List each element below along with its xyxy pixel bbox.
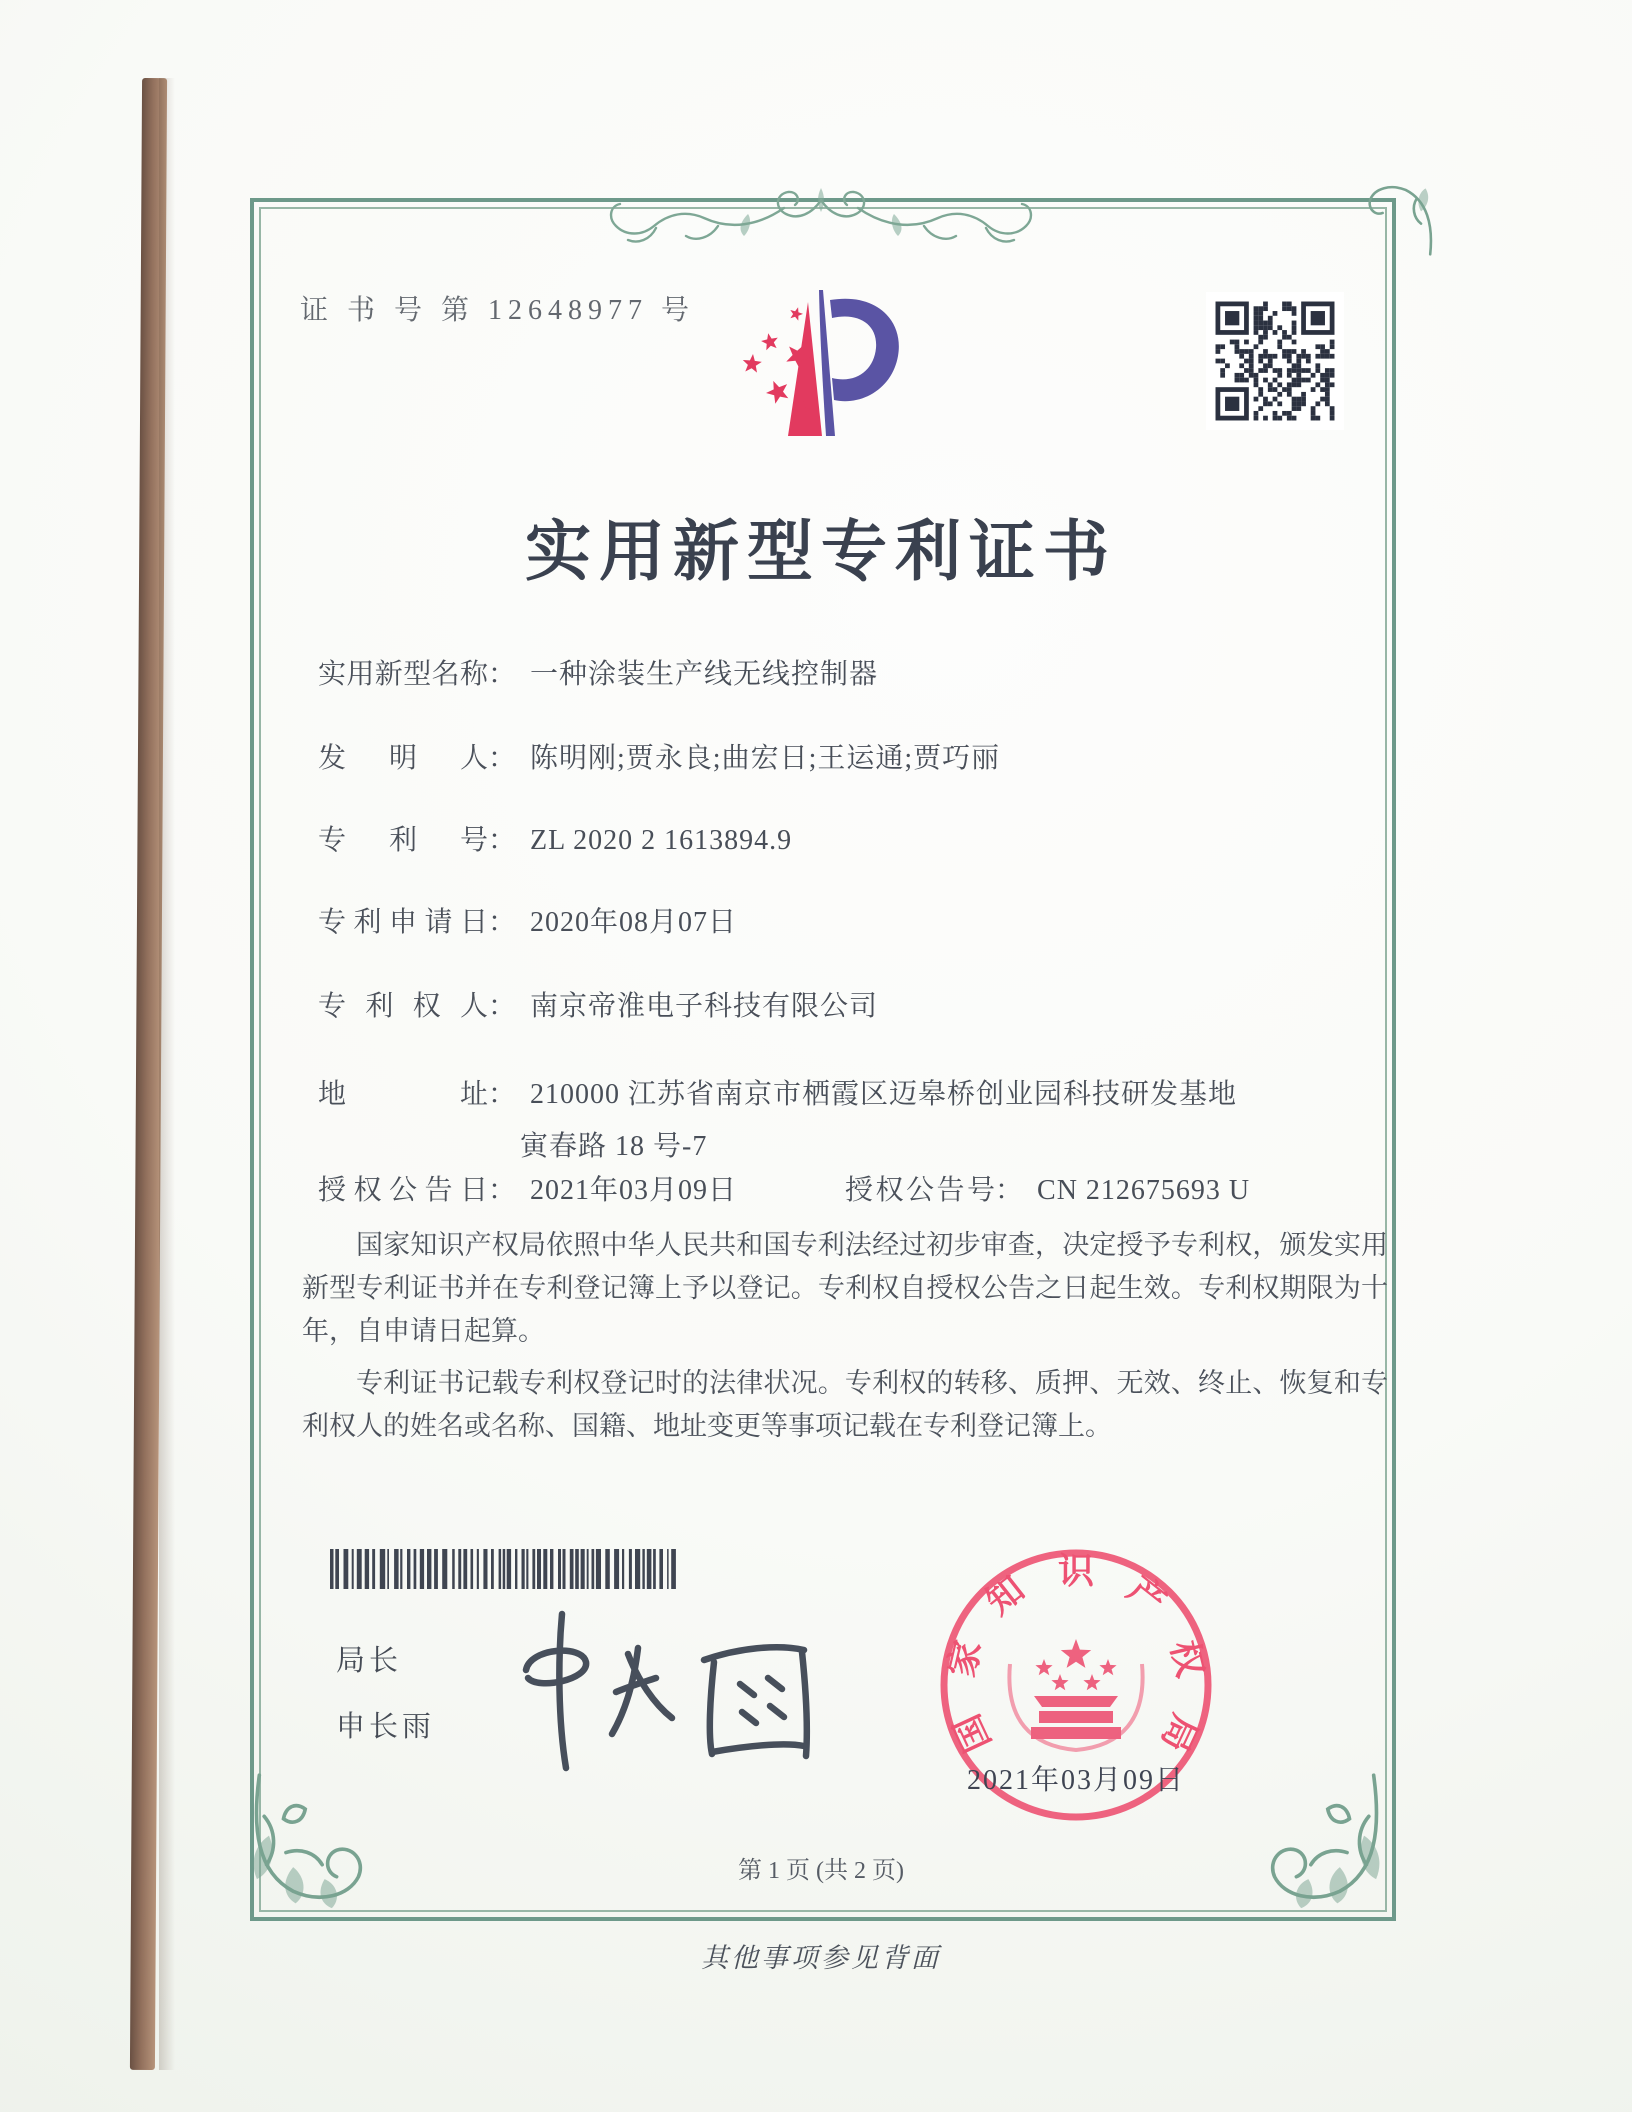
colon: ： [488,1175,517,1206]
field-value: 南京帝淮电子科技有限公司 [530,991,879,1022]
corner-ornament-bottom-left [240,1768,385,1913]
director-name: 申长雨 [336,1711,436,1743]
director-title: 局长 [336,1645,403,1677]
certificate-number: 证 书 号 第 12648977 号 [300,295,696,326]
page-title: 实用新型专利证书 [525,516,1117,589]
field-label: 地址 [318,1079,488,1110]
svg-text:家: 家 [941,1636,989,1681]
field-value: 2020年08月07日 [530,907,738,938]
field-label: 授权公告日 [318,1175,488,1206]
field-value: 一种涂装生产线无线控制器 [530,659,879,690]
top-garland-ornament [598,174,1044,262]
field-row-address [318,1072,1237,1112]
colon: ： [488,743,517,774]
legal-paragraph-2: 专利证书记载专利权登记时的法律状况。专利权的转移、质押、无效、终止、恢复和专利权人的姓名或名称、国籍、地址变更等事项记载在专利登记簿上。 [302,1368,1388,1441]
colon: ： [488,907,517,938]
director-signature [478,1598,848,1783]
cnipa-logo-icon [726,280,908,456]
field-label: 专利权人 [318,991,488,1022]
field-value: 陈明刚;贾永良;曲宏日;王运通;贾巧丽 [530,743,1001,774]
colon: ： [488,659,517,690]
svg-text:识: 识 [1057,1551,1095,1591]
field-row-grant [318,1168,1251,1208]
seal-date: 2021年03月09日 [966,1765,1185,1796]
field-row-grant-number [845,1168,1250,1208]
national-emblem-icon [1009,1639,1142,1750]
colon: ： [995,1175,1024,1206]
book-spine-shadow [159,78,175,2070]
back-note: 其他事项参见背面 [701,1943,941,1973]
svg-text:知: 知 [978,1568,1032,1623]
qr-code [1206,292,1344,430]
field-label: 专利号 [318,825,488,856]
legal-text [302,1224,1388,1457]
colon: ： [488,1079,517,1110]
field-row-patentee [318,984,878,1024]
svg-text:国: 国 [946,1708,999,1758]
colon: ： [488,825,517,856]
svg-text:产: 产 [1120,1568,1174,1623]
field-value: CN 212675693 U [1037,1175,1251,1206]
field-label: 授权公告号 [845,1175,995,1206]
field-row-filing-date [318,900,737,940]
field-value: 2021年03月09日 [530,1175,738,1206]
svg-text:权: 权 [1163,1636,1211,1681]
colon: ： [488,991,517,1022]
corner-ornament-top-right [1352,170,1444,262]
field-value: 210000 江苏省南京市栖霞区迈皋桥创业园科技研发基地 [530,1079,1238,1110]
corner-ornament-bottom-right [1248,1768,1393,1913]
field-row-name [318,652,878,692]
field-label: 专利申请日 [318,907,488,938]
field-value: ZL 2020 2 1613894.9 [530,825,793,856]
page-number: 第 1 页 (共 2 页) [738,1858,904,1884]
field-row-patent-number [318,818,792,858]
field-value-address-line2: 寅春路 18 号-7 [520,1131,708,1162]
svg-text:局: 局 [1153,1708,1206,1758]
field-label: 实用新型名称 [318,659,488,690]
field-row-inventors [318,736,1000,776]
field-label: 发明人 [318,743,488,774]
barcode [330,1549,679,1589]
legal-paragraph-1: 国家知识产权局依照中华人民共和国专利法经过初步审查，决定授予专利权，颁发实用新型专利证书并在专利登记簿上予以登记。专利权自授权公告之日起生效。专利权期限为十年，自申请日起算。 [302,1230,1388,1346]
